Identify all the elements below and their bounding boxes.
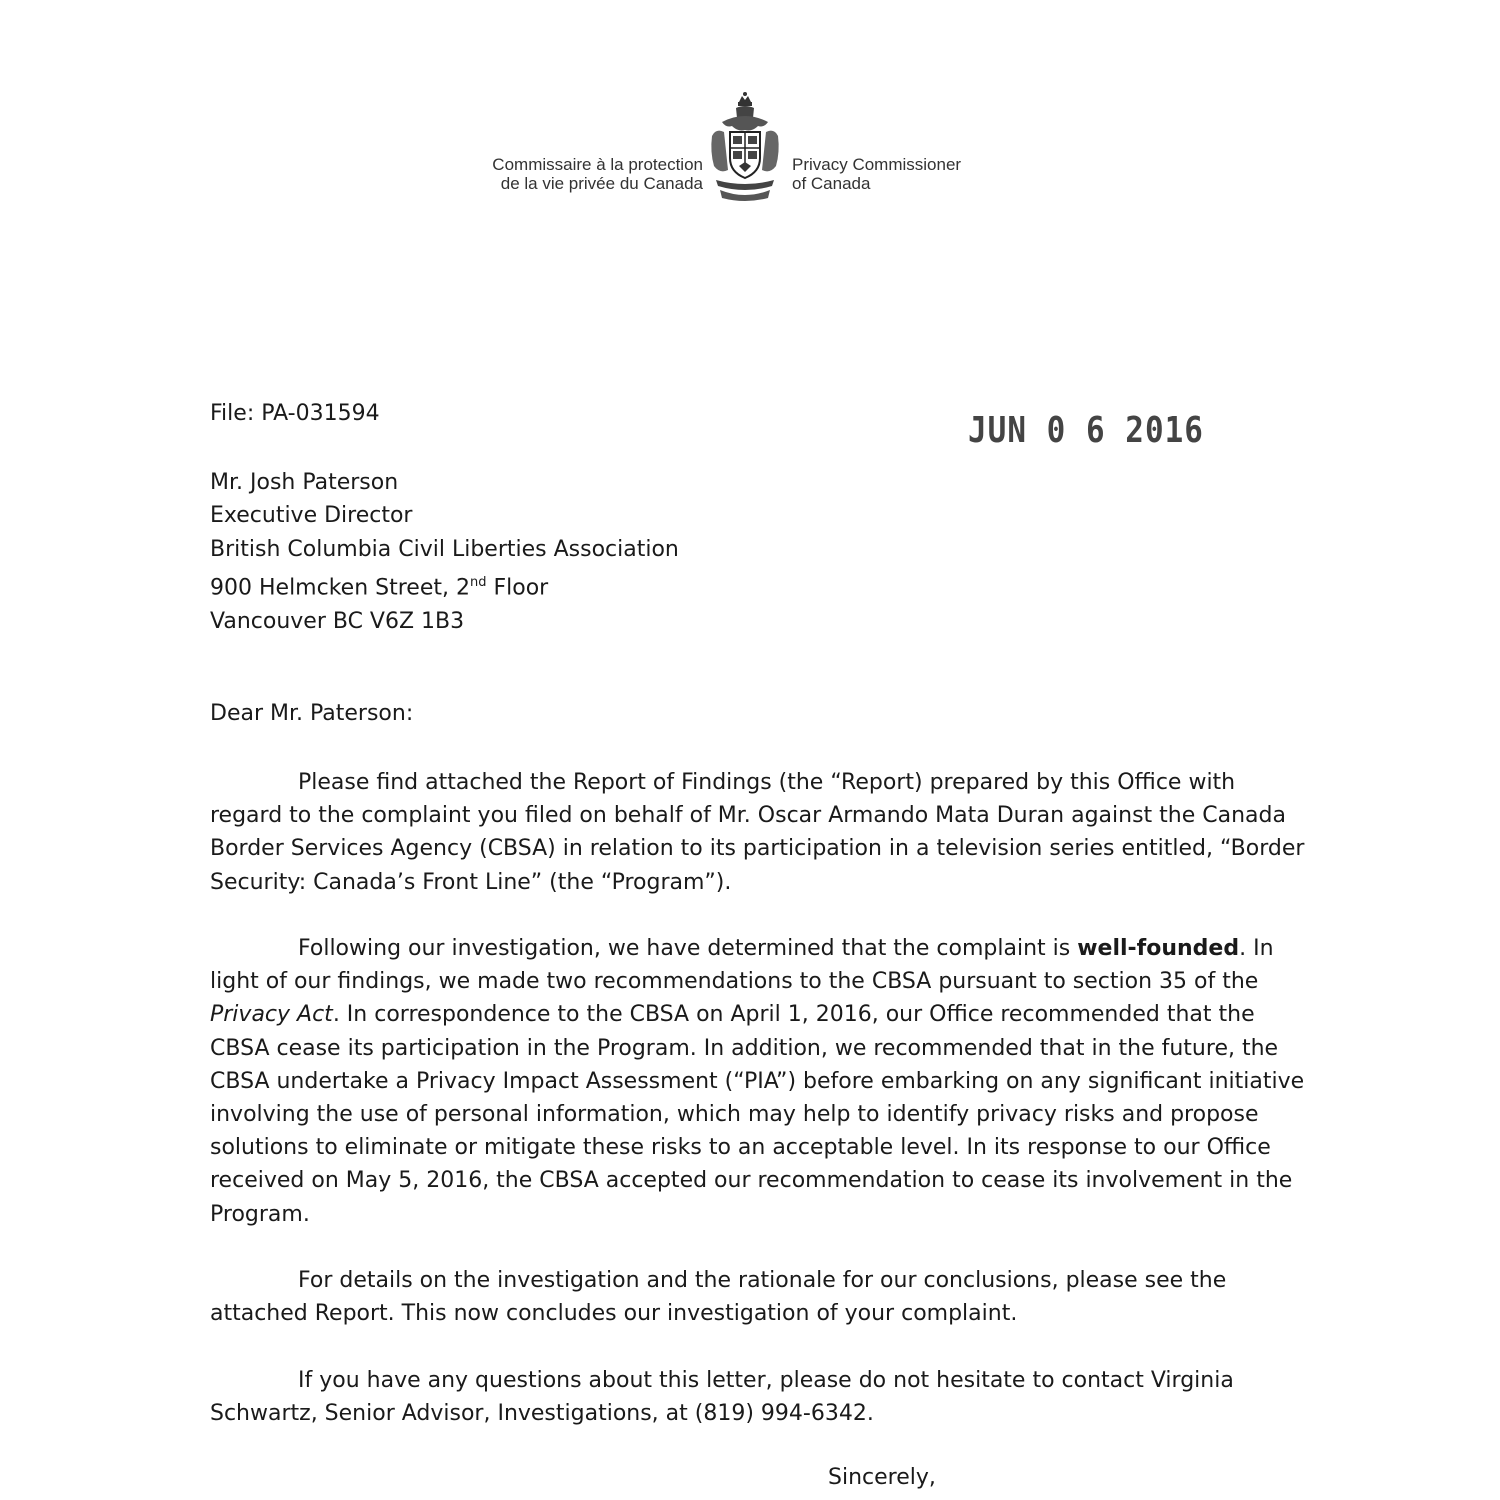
salutation: Dear Mr. Paterson: <box>210 701 414 726</box>
recipient-address <box>210 466 679 638</box>
paragraph-line <box>210 932 1295 965</box>
paragraph-line: If you have any questions about this letter, please do not hesitate to contact Virginia <box>298 1368 1234 1393</box>
text-run: . In correspondence to the CBSA on April 1, 2016, our Office recommended that the <box>332 1002 1255 1028</box>
street-superscript: nd <box>469 575 487 591</box>
letterhead-french <box>492 155 703 193</box>
paragraph-line: light of our findings, we made two recommendations to the CBSA pursuant to section 35 of the <box>210 969 1259 995</box>
finding-emphasis: well-founded <box>1077 936 1240 961</box>
letterhead <box>0 92 1500 202</box>
recipient-street <box>210 566 679 605</box>
closing: Sincerely, <box>828 1465 936 1490</box>
paragraph-line: regard to the complaint you filed on behalf of Mr. Oscar Armando Mata Duran against the Canada <box>210 803 1286 829</box>
recipient-name: Mr. Josh Paterson <box>210 470 399 495</box>
street-prefix: 900 Helmcken Street, 2 <box>210 575 470 601</box>
paragraph-line <box>210 998 1295 1031</box>
paragraph-line: solutions to eliminate or mitigate these risks to an acceptable level. In its response to our Office <box>210 1135 1271 1161</box>
letterhead-english <box>792 155 961 193</box>
recipient-city: Vancouver BC V6Z 1B3 <box>210 608 465 634</box>
letterhead-en-line1: Privacy Commissioner <box>792 155 962 174</box>
letterhead-fr-line1: Commissaire à la protection <box>492 155 703 174</box>
text-run: Following our investigation, we have determined that the complaint is <box>298 936 1078 961</box>
paragraph-line: Security: Canada’s Front Line” (the “Program”). <box>210 869 732 895</box>
paragraph-line: Program. <box>210 1201 310 1227</box>
recipient-organization: British Columbia Civil Liberties Association <box>210 536 679 562</box>
paragraph-line: Border Services Agency (CBSA) in relation to its participation in a television series entitled, “Border <box>210 836 1305 862</box>
paragraph-line: Schwartz, Senior Advisor, Investigations, at (819) 994-6342. <box>210 1401 874 1427</box>
file-reference: File: PA-031594 <box>210 401 380 426</box>
act-title: Privacy Act <box>210 1002 333 1028</box>
paragraph-line: Please find attached the Report of Findings (the “Report) prepared by this Office with <box>298 770 1236 795</box>
paragraph-report <box>210 766 1305 899</box>
letterhead-en-line2: of Canada <box>792 174 871 193</box>
text-run: . In <box>1239 936 1274 961</box>
paragraph-line: attached Report. This now concludes our investigation of your complaint. <box>210 1301 1018 1327</box>
paragraph-contact <box>210 1364 1295 1430</box>
paragraph-line: For details on the investigation and the rationale for our conclusions, please see the <box>298 1268 1227 1293</box>
paragraph-line: received on May 5, 2016, the CBSA accepted our recommendation to cease its involvement in the <box>210 1168 1293 1194</box>
paragraph-details <box>210 1264 1295 1330</box>
paragraph-line: CBSA undertake a Privacy Impact Assessment (“PIA”) before embarking on any significant initiative <box>210 1068 1305 1094</box>
paragraph-findings <box>210 932 1305 1231</box>
paragraph-line: involving the use of personal information, which may help to identify privacy risks and propose <box>210 1102 1259 1128</box>
letterhead-fr-line2: de la vie privée du Canada <box>500 174 703 193</box>
canada-coat-of-arms-icon <box>706 92 784 202</box>
date-stamp: JUN 0 6 2016 <box>968 410 1204 452</box>
recipient-title: Executive Director <box>210 503 413 529</box>
street-suffix: Floor <box>486 575 549 601</box>
paragraph-line: CBSA cease its participation in the Program. In addition, we recommended that in the future, the <box>210 1035 1279 1061</box>
